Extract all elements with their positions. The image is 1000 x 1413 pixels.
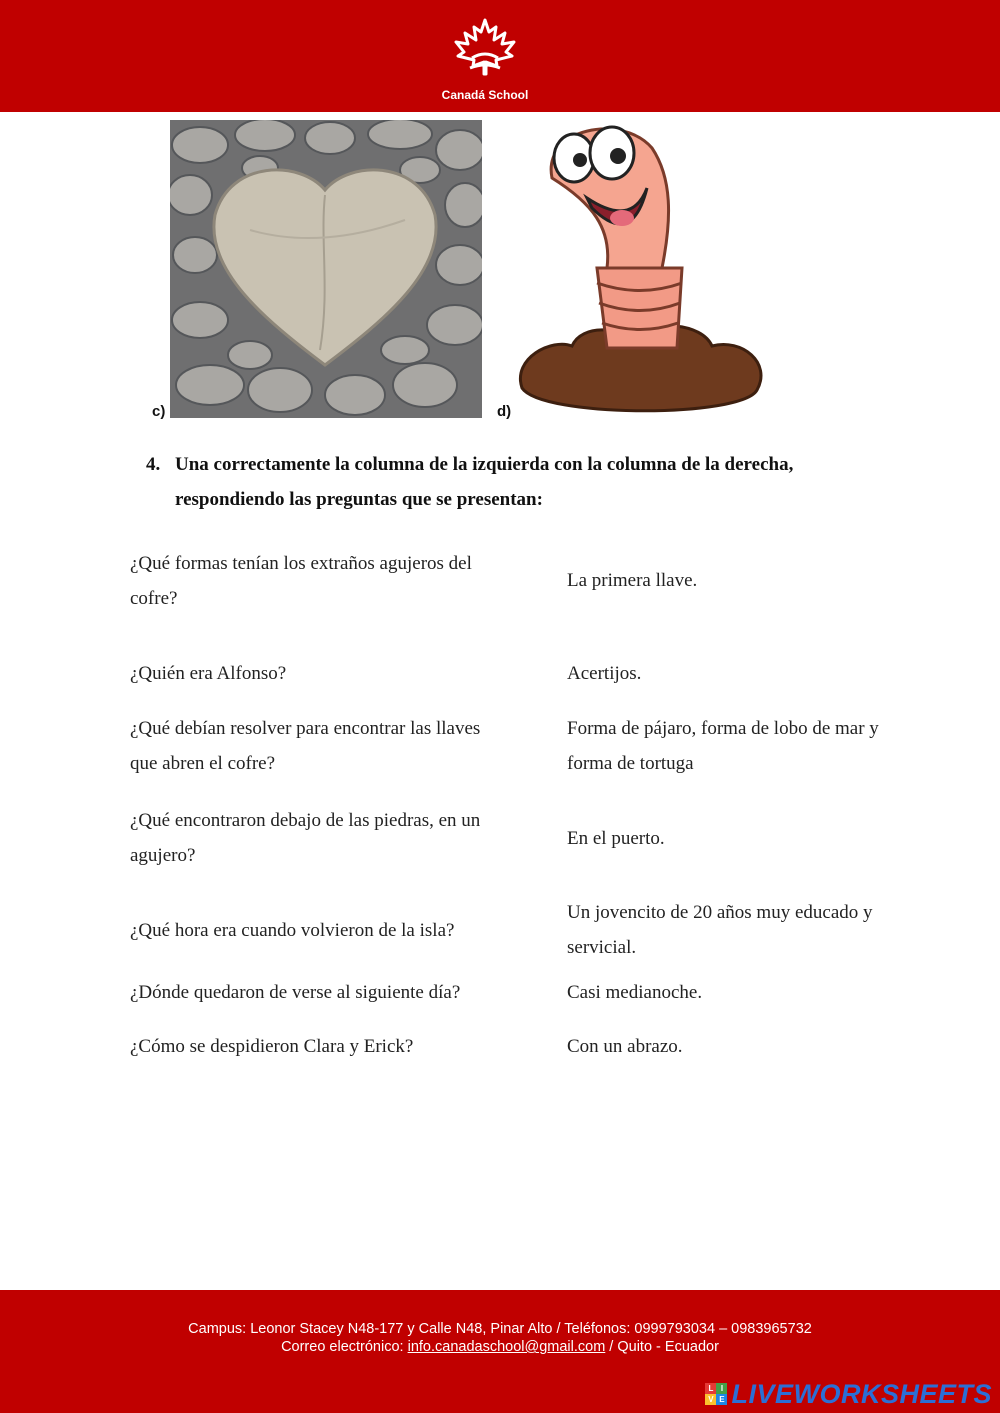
- right-item-5[interactable]: Un jovencito de 20 años muy educado y servicial.: [567, 902, 873, 958]
- page-header: [0, 0, 1000, 112]
- email-link[interactable]: info.canadaschool@gmail.com: [407, 1339, 606, 1355]
- liveworksheets-logo-icon: L I V E: [705, 1383, 727, 1405]
- left-item-2[interactable]: ¿Quién era Alfonso?: [130, 663, 287, 684]
- right-item-7[interactable]: Con un abrazo.: [567, 1036, 683, 1057]
- heart-stone-image: [170, 120, 482, 418]
- left-item-5[interactable]: ¿Qué hora era cuando volvieron de la isla?: [130, 920, 455, 941]
- left-item-4[interactable]: ¿Qué encontraron debajo de las piedras, en un agujero?: [130, 810, 481, 866]
- maple-leaf-icon: [450, 18, 520, 80]
- image-c-label: c): [152, 403, 166, 420]
- question-text: Una correctamente la columna de la izquierda con la columna de la derecha, respondiendo las preguntas que se presentan:: [175, 454, 794, 510]
- page-footer: [0, 1290, 1000, 1413]
- footer-contact: [0, 1339, 1000, 1355]
- image-d-label: d): [497, 403, 512, 420]
- liveworksheets-text: LIVEWORKSHEETS: [731, 1378, 992, 1409]
- school-name: Canadá School: [441, 88, 529, 102]
- right-item-4[interactable]: En el puerto.: [567, 828, 665, 849]
- email-label: Correo electrónico:: [281, 1339, 408, 1355]
- worm-image: [512, 118, 768, 420]
- footer-address: Campus: Leonor Stacey N48-177 y Calle N48, Pinar Alto / Teléfonos: 0999793034 – 0983965732: [188, 1321, 812, 1337]
- left-item-6[interactable]: ¿Dónde quedaron de verse al siguiente día?: [130, 982, 461, 1003]
- left-item-1[interactable]: ¿Qué formas tenían los extraños agujeros del cofre?: [130, 553, 472, 609]
- question-number: 4.: [146, 454, 161, 475]
- left-item-7[interactable]: ¿Cómo se despidieron Clara y Erick?: [130, 1036, 414, 1057]
- right-item-2[interactable]: Acertijos.: [567, 663, 642, 684]
- right-item-1[interactable]: La primera llave.: [567, 570, 698, 591]
- right-item-3[interactable]: Forma de pájaro, forma de lobo de mar y forma de tortuga: [567, 718, 879, 774]
- left-item-3[interactable]: ¿Qué debían resolver para encontrar las llaves que abren el cofre?: [130, 718, 481, 774]
- liveworksheets-watermark: [705, 1380, 992, 1408]
- school-logo: [440, 18, 530, 108]
- right-item-6[interactable]: Casi medianoche.: [567, 982, 703, 1003]
- footer-location: / Quito - Ecuador: [605, 1339, 719, 1355]
